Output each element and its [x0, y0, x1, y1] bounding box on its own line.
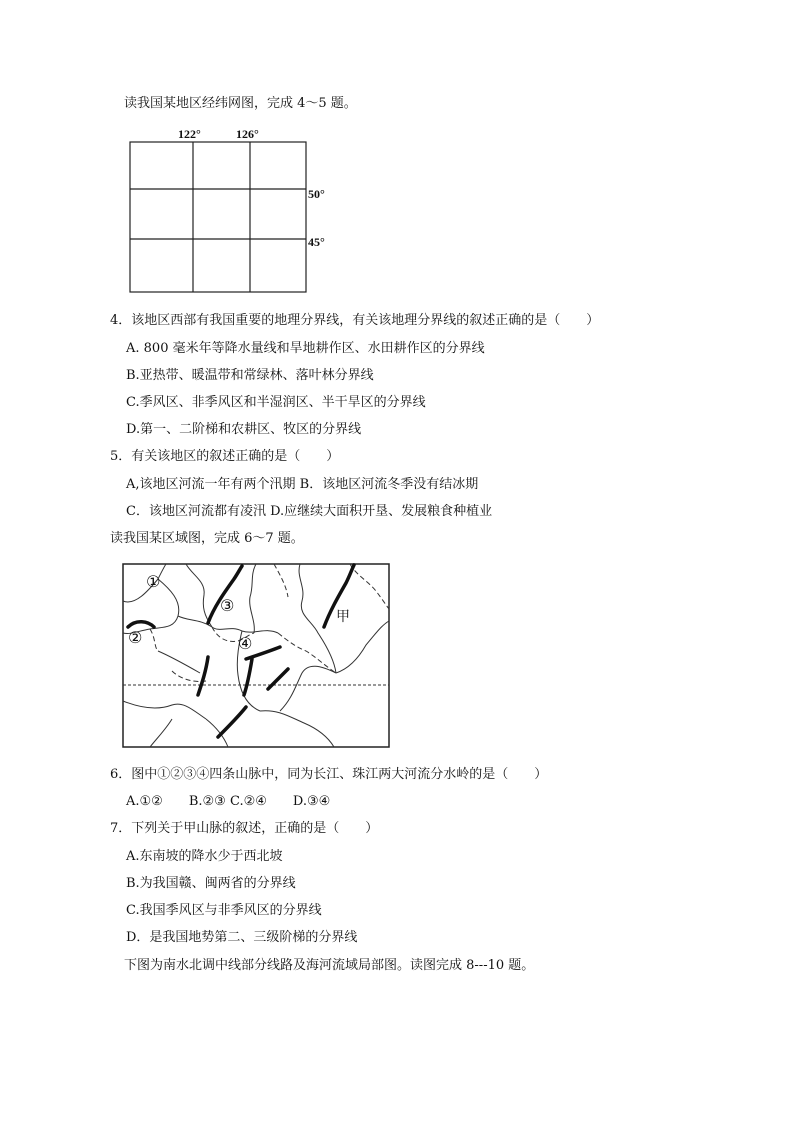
- mountain-range-c: [218, 707, 246, 737]
- lat-lon-grid-map: [125, 125, 340, 295]
- intro-6-7: 读我国某区域图，完成 6～7 题。: [110, 531, 304, 546]
- intro-8-10: 下图为南水北调中线部分线路及海河流域局部图。读图完成 8---10 题。: [124, 958, 535, 973]
- intro-4-5: 读我国某地区经纬网图，完成 4～5 题。: [124, 96, 357, 111]
- question-5-options-ab: A,该地区河流一年有两个汛期 B．该地区河流冬季没有结冰期: [126, 477, 479, 492]
- mountain-range-2: [128, 622, 154, 627]
- question-7-option-a: A.东南坡的降水少于西北坡: [126, 849, 283, 864]
- question-4-option-a: A. 800 毫米年等降水量线和旱地耕作区、水田耕作区的分界线: [126, 341, 485, 356]
- question-5: 5．有关该地区的叙述正确的是（ ）: [110, 449, 340, 464]
- lon-label-126: 126°: [236, 127, 259, 141]
- lon-label-122: 122°: [178, 127, 201, 141]
- mountain-range-b: [244, 659, 252, 695]
- jia-label: 甲: [336, 609, 350, 625]
- question-7: 7．下列关于甲山脉的叙述，正确的是（ ）: [110, 821, 379, 836]
- mountain-range-d: [268, 669, 288, 689]
- question-4-option-d: D.第一、二阶梯和农耕区、牧区的分界线: [126, 422, 362, 437]
- question-4: 4．该地区西部有我国重要的地理分界线，有关该地理分界线的叙述正确的是（ ）: [110, 313, 600, 328]
- mountain-range-a: [198, 657, 208, 695]
- marker-1: ①: [146, 572, 161, 591]
- question-4-option-b: B.亚热带、暖温带和常绿林、落叶林分界线: [126, 368, 374, 383]
- lat-label-45: 45°: [308, 235, 325, 249]
- region-map: [120, 561, 392, 749]
- marker-2: ②: [128, 628, 143, 647]
- question-6: 6．图中①②③④四条山脉中，同为长江、珠江两大河流分水岭的是（ ）: [110, 767, 548, 782]
- question-7-option-d: D．是我国地势第二、三级阶梯的分界线: [126, 930, 358, 945]
- question-7-option-c: C.我国季风区与非季风区的分界线: [126, 903, 322, 918]
- question-4-option-c: C.季风区、非季风区和半湿润区、半干旱区的分界线: [126, 395, 426, 410]
- question-7-option-b: B.为我国赣、闽两省的分界线: [126, 876, 296, 891]
- question-5-options-cd: C．该地区河流都有凌汛 D.应继续大面积开垦、发展粮食种植业: [126, 504, 493, 519]
- marker-3: ③: [220, 596, 235, 615]
- question-6-options: A.①② B.②③ C.②④ D.③④: [126, 794, 331, 809]
- lat-label-50: 50°: [308, 187, 325, 201]
- marker-4: ④: [238, 634, 253, 653]
